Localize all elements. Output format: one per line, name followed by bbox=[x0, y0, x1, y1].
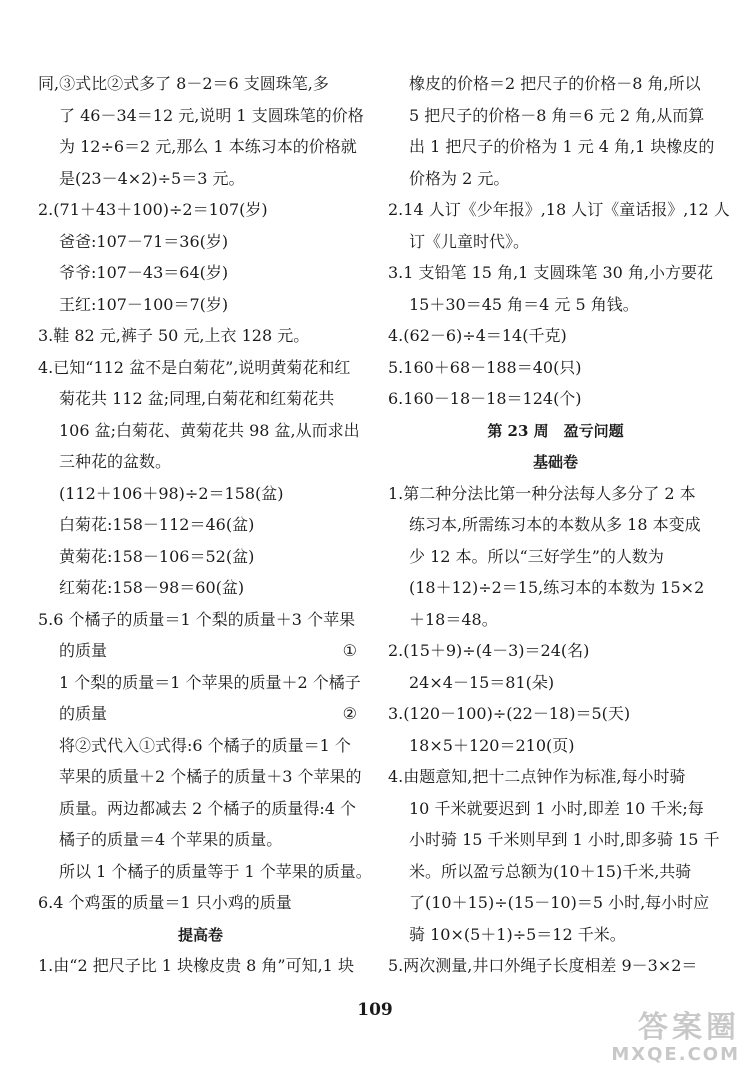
text-line: 了 46－34＝12 元,说明 1 支圆珠笔的价格 bbox=[59, 105, 364, 125]
text-line: 3.(120－100)÷(22－18)＝5(天) bbox=[388, 704, 631, 723]
text-line: 4.由题意知,把十二点钟作为标准,每小时骑 bbox=[388, 767, 686, 786]
text-line: 同,③式比②式多了 8－2＝6 支圆珠笔,多 bbox=[38, 74, 329, 93]
text-line: 1.由“2 把尺子比 1 块橡皮贵 8 角”可知,1 块 bbox=[38, 956, 354, 975]
text-line: 三种花的盆数。 bbox=[59, 452, 172, 471]
text-line bbox=[38, 704, 363, 724]
watermark-url: MXQE.COM bbox=[611, 1044, 740, 1065]
text-fragment: 的质量 bbox=[59, 704, 108, 723]
text-line: 2.(15＋9)÷(4－3)＝24(名) bbox=[388, 641, 590, 660]
text-line: 价格为 2 元。 bbox=[409, 168, 510, 188]
text-line: 6.4 个鸡蛋的质量＝1 只小鸡的质量 bbox=[38, 893, 292, 912]
text-line: 3.鞋 82 元,裤子 50 元,上衣 128 元。 bbox=[38, 326, 310, 345]
text-line: (112＋106＋98)÷2＝158(盆) bbox=[59, 483, 284, 503]
text-line: 3.1 支铅笔 15 角,1 支圆珠笔 30 角,小方要花 bbox=[388, 263, 714, 282]
section-heading: 提高卷 bbox=[177, 925, 223, 944]
chapter-heading: 第 23 周 盈亏问题 bbox=[487, 421, 624, 440]
text-line: 出 1 把尺子的价格为 1 元 4 角,1 块橡皮的 bbox=[409, 137, 715, 156]
text-line: 5.两次测量,井口外绳子长度相差 9－3×2＝ bbox=[388, 956, 698, 975]
text-line: 苹果的质量＋2 个橘子的质量＋3 个苹果的 bbox=[59, 767, 362, 786]
text-line: 练习本,所需练习本的本数从多 18 本变成 bbox=[409, 515, 701, 534]
text-line: 2.14 人订《少年报》,18 人订《童话报》,12 人 bbox=[388, 200, 730, 219]
text-line: 爷爷:107－43＝64(岁) bbox=[59, 263, 229, 282]
text-line: 4.(62－6)÷4＝14(千克) bbox=[388, 326, 567, 345]
text-line: 2.(71＋43＋100)÷2＝107(岁) bbox=[38, 200, 268, 219]
text-line: 橘子的质量＝4 个苹果的质量。 bbox=[59, 830, 283, 849]
text-line: 白菊花:158－112＝46(盆) bbox=[59, 515, 255, 534]
page-number: 109 bbox=[357, 1000, 393, 1020]
text-line: 106 盆;白菊花、黄菊花共 98 盆,从而求出 bbox=[59, 420, 360, 440]
text-line: 米。所以盈亏总额为(10＋15)千米,共骑 bbox=[409, 861, 692, 881]
text-line: 5 把尺子的价格－8 角＝6 元 2 角,从而算 bbox=[409, 105, 705, 125]
section-heading: 基础卷 bbox=[532, 453, 578, 471]
text-line: 将②式代入①式得:6 个橘子的质量＝1 个 bbox=[59, 735, 351, 755]
text-line: 是(23－4×2)÷5＝3 元。 bbox=[59, 168, 245, 188]
watermark-text: 答案圈 bbox=[638, 1010, 740, 1045]
text-line: (18＋12)÷2＝15,练习本的本数为 15×2 bbox=[409, 578, 705, 597]
text-line: 菊花共 112 盆;同理,白菊花和红菊花共 bbox=[59, 389, 335, 408]
equation-marker-2: ② bbox=[342, 704, 357, 723]
text-line: 1.第二种分法比第一种分法每人多分了 2 本 bbox=[388, 483, 696, 503]
text-line: 了(10＋15)÷(15－10)＝5 小时,每小时应 bbox=[409, 893, 710, 912]
text-line: 6.160－18－18＝124(个) bbox=[388, 389, 582, 408]
text-line: 订《儿童时代》。 bbox=[409, 231, 530, 251]
text-line: 所以 1 个橘子的质量等于 1 个苹果的质量。 bbox=[59, 861, 372, 881]
right-column bbox=[388, 74, 730, 988]
text-line: ＋18＝48。 bbox=[409, 609, 498, 629]
text-line: 4.已知“112 盆不是白菊花”,说明黄菊花和红 bbox=[38, 357, 351, 377]
left-column bbox=[38, 74, 372, 988]
text-fragment: 的质量 bbox=[59, 641, 108, 660]
text-line: 小时骑 15 千米则早到 1 小时,即多骑 15 千 bbox=[409, 830, 720, 849]
text-line: 10 千米就要迟到 1 小时,即差 10 千米;每 bbox=[409, 798, 704, 818]
text-line: 红菊花:158－98＝60(盆) bbox=[59, 578, 245, 597]
text-line: 橡皮的价格＝2 把尺子的价格－8 角,所以 bbox=[409, 74, 701, 93]
text-line: 爸爸:107－71＝36(岁) bbox=[59, 231, 229, 251]
text-line bbox=[38, 641, 363, 661]
text-line: 15＋30＝45 角＝4 元 5 角钱。 bbox=[409, 294, 639, 314]
text-line: 24×4－15＝81(朵) bbox=[409, 672, 555, 692]
text-line: 1 个梨的质量＝1 个苹果的质量＋2 个橘子 bbox=[59, 672, 361, 692]
text-line: 骑 10×(5＋1)÷5＝12 千米。 bbox=[409, 924, 626, 944]
text-line: 少 12 本。所以“三好学生”的人数为 bbox=[409, 546, 664, 566]
text-line: 黄菊花:158－106＝52(盆) bbox=[59, 546, 255, 566]
text-line: 质量。两边都减去 2 个橘子的质量得:4 个 bbox=[59, 798, 357, 818]
text-line: 5.160＋68－188＝40(只) bbox=[388, 357, 582, 377]
equation-marker-1: ① bbox=[342, 641, 357, 660]
text-line: 18×5＋120＝210(页) bbox=[409, 735, 575, 755]
text-line: 5.6 个橘子的质量＝1 个梨的质量＋3 个苹果 bbox=[38, 609, 356, 629]
watermark-logo bbox=[611, 1011, 740, 1065]
text-line: 王红:107－100＝7(岁) bbox=[59, 294, 229, 314]
text-line: 为 12÷6＝2 元,那么 1 本练习本的价格就 bbox=[59, 137, 357, 156]
